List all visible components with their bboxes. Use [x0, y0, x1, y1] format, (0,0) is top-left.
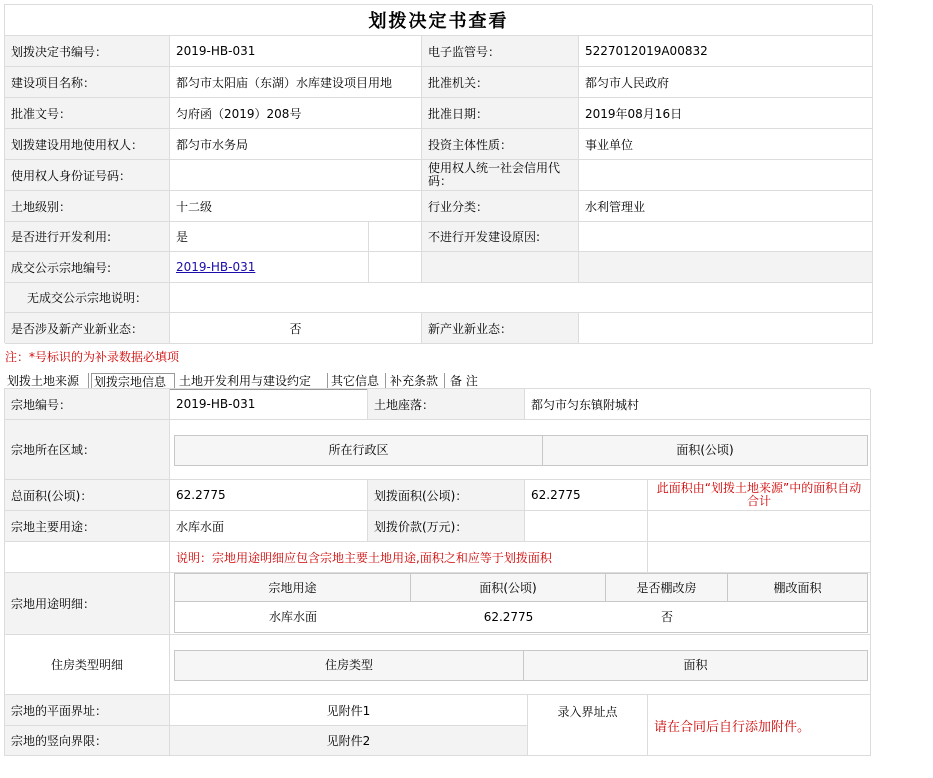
- decision-no-label: 划拨决定书编号：: [5, 36, 170, 67]
- use-row-shanty: 否: [660, 610, 673, 624]
- housing-col-area: 面积: [683, 658, 708, 672]
- tab-remarks[interactable]: 备 注: [448, 373, 488, 389]
- vertical-value: 见附件2: [170, 726, 528, 756]
- approve-org-value: 都匀市人民政府: [579, 67, 873, 98]
- required-note: 注：*号标识的为补录数据必填项: [5, 350, 180, 364]
- id-value: [170, 160, 422, 191]
- id-label: 使用权人身份证号码：: [5, 160, 170, 191]
- user-label: 划拨建设用地使用权人：: [5, 129, 170, 160]
- boundary-points-button[interactable]: 录入界址点: [528, 695, 648, 756]
- new-industry-label: 是否涉及新产业新业态：: [5, 313, 170, 344]
- develop-empty: [369, 222, 422, 252]
- approve-date-label: 批准日期：: [422, 98, 579, 129]
- tab-other-info[interactable]: 其它信息: [329, 373, 386, 389]
- invest-value: 事业单位: [579, 129, 873, 160]
- use-header-use: 宗地用途: [175, 574, 411, 602]
- industry-value: 水利管理业: [579, 191, 873, 222]
- level-value: 十二级: [170, 191, 422, 222]
- use-detail-label: 宗地用途明细：: [5, 573, 170, 635]
- location-value: 都匀市匀东镇附城村: [525, 389, 871, 420]
- explain-note: 说明：宗地用途明细应包含宗地主要土地用途,面积之和应等于划拨面积: [170, 542, 648, 573]
- use-detail-table: [174, 573, 868, 633]
- credit-label: 使用权人统一社会信用代码：: [422, 160, 579, 191]
- level-label: 土地级别：: [5, 191, 170, 222]
- parcel-no-label: 宗地编号：: [5, 389, 170, 420]
- project-value: 都匀市太阳庙（东湖）水库建设项目用地: [170, 67, 422, 98]
- explain-right: [648, 542, 871, 573]
- price-value: [525, 511, 648, 542]
- parcel-panel: [4, 388, 870, 756]
- no-deal-value: [170, 283, 873, 313]
- page-title: 划拨决定书查看: [5, 5, 873, 36]
- approve-date-value: 2019年08月16日: [579, 98, 873, 129]
- use-header-shanty-area: 棚改面积: [773, 581, 822, 595]
- invest-label: 投资主体性质：: [422, 129, 579, 160]
- total-area-label: 总面积(公顷)：: [5, 480, 170, 511]
- auto-sum-note: 此面积由“划拨土地来源”中的面积自动合计: [648, 480, 871, 511]
- no-develop-reason-label: 不进行开发建设原因:: [422, 222, 579, 252]
- attach-note: 请在合同后自行添加附件。: [648, 695, 871, 756]
- region-col-admin: 所在行政区: [175, 436, 543, 465]
- e-supervision-label: 电子监管号：: [422, 36, 579, 67]
- no-deal-label: 无成交公示宗地说明：: [5, 283, 170, 313]
- use-header-row: [175, 574, 867, 602]
- industry-label: 行业分类：: [422, 191, 579, 222]
- use-row-shanty-area: [728, 603, 867, 632]
- decision-no-value: 2019-HB-031: [170, 36, 422, 67]
- new-industry-value: 否: [170, 313, 422, 344]
- vertical-label: 宗地的竖向界限：: [5, 726, 170, 756]
- project-label: 建设项目名称：: [5, 67, 170, 98]
- approve-doc-label: 批准文号：: [5, 98, 170, 129]
- deal-empty-gray2: [579, 252, 873, 283]
- new-form-label: 新产业新业态：: [422, 313, 579, 344]
- region-label: 宗地所在区域：: [5, 420, 170, 480]
- tab-development[interactable]: 土地开发利用与建设约定: [177, 373, 328, 389]
- credit-value: [579, 160, 873, 191]
- parcel-no-value: 2019-HB-031: [170, 389, 368, 420]
- use-row-area: 62.2775: [483, 610, 534, 624]
- deal-no-cell: [170, 252, 369, 283]
- deal-empty-gray1: [422, 252, 579, 283]
- user-value: 都匀市水务局: [170, 129, 422, 160]
- main-use-label: 宗地主要用途：: [5, 511, 170, 542]
- no-develop-reason-value: [579, 222, 873, 252]
- develop-value: 是: [170, 222, 369, 252]
- approve-doc-value: 匀府函（2019）208号: [170, 98, 422, 129]
- plane-value: 见附件1: [170, 695, 528, 726]
- tab-supplement[interactable]: 补充条款: [388, 373, 445, 389]
- deal-empty: [369, 252, 422, 283]
- region-table: [174, 435, 868, 466]
- new-form-value: [579, 313, 873, 344]
- main-use-value: 水库水面: [170, 511, 368, 542]
- tab-land-source[interactable]: 划拨土地来源: [5, 373, 89, 389]
- housing-col-type: 住房类型: [175, 651, 524, 680]
- deal-no-link[interactable]: 2019-HB-031: [176, 260, 256, 274]
- tab-parcel-info[interactable]: 划拨宗地信息: [91, 373, 175, 389]
- housing-table: [174, 650, 868, 681]
- develop-label: 是否进行开发利用:: [5, 222, 170, 252]
- alloc-area-label: 划拨面积(公顷)：: [368, 480, 525, 511]
- use-header-area: 面积(公顷): [411, 574, 606, 602]
- location-label: 土地座落：: [368, 389, 525, 420]
- use-row-use: 水库水面: [268, 610, 317, 624]
- table-row: [175, 603, 867, 632]
- approve-org-label: 批准机关：: [422, 67, 579, 98]
- upper-form: [4, 4, 872, 343]
- use-header-shanty: 是否棚改房: [606, 574, 728, 602]
- alloc-area-value: 62.2775: [525, 480, 648, 511]
- deal-no-label: 成交公示宗地编号:: [5, 252, 170, 283]
- price-empty: [648, 511, 871, 542]
- housing-label: 住房类型明细: [5, 635, 170, 695]
- total-area-value: 62.2775: [170, 480, 368, 511]
- region-col-area: 面积(公顷): [676, 443, 734, 457]
- e-supervision-value: 5227012019A00832: [579, 36, 873, 67]
- plane-label: 宗地的平面界址：: [5, 695, 170, 726]
- price-label: 划拨价款(万元)：: [368, 511, 525, 542]
- explain-left: [5, 542, 170, 573]
